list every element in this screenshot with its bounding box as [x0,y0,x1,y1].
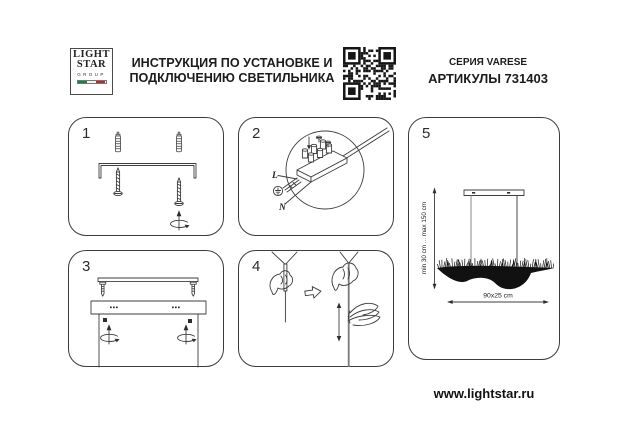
italian-flag-icon [77,80,107,84]
logo-text-light: LIGHT [73,49,110,60]
hand-icon [332,263,358,290]
page-title-line1: ИНСТРУКЦИЯ ПО УСТАНОВКЕ И [131,56,333,70]
qr-code-icon [343,46,396,101]
rotation-arrow-icon [101,324,120,344]
screw-icon [190,282,196,296]
series-label: СЕРИЯ VARESE [448,57,528,68]
ground-symbol-icon [273,186,282,195]
logo-text-star: STAR [76,59,107,70]
wires-icon [283,178,301,192]
lock-block-icon [188,319,192,323]
mounting-bracket-icon [99,164,196,179]
screw-icon [175,178,184,206]
page-title [120,56,344,85]
screw-icon [100,282,106,296]
step-1-panel [68,117,224,236]
hand-icon [270,271,293,295]
lock-block-icon [103,318,107,322]
fabric-swatch-icon [348,303,380,325]
width-dimension [447,293,549,304]
lightstar-logo [70,48,113,95]
step-number: 4 [252,258,261,275]
rotation-arrow-icon [171,210,190,230]
cable-icon [272,252,297,322]
wall-anchor-icon [177,132,182,152]
terminal-block-icon [283,136,347,192]
rotation-arrow-icon [178,324,197,344]
suspension-rod [99,314,198,367]
label-live: L [272,171,278,181]
step-3-panel [68,250,224,367]
step-2-panel [238,117,394,236]
logo-text-group: GROUP [77,72,106,77]
step-number: 5 [422,125,431,142]
height-dimension-label: min 30 cm ... max 150 cm [421,201,428,275]
cable-icon [343,128,389,159]
label-neutral: N [279,203,286,213]
page-title-line2: ПОДКЛЮЧЕНИЮ СВЕТИЛЬНИКА [129,70,335,85]
step-5-panel [408,117,560,360]
series-block [418,57,558,86]
height-dimension [421,188,436,290]
article-number: АРТИКУЛЫ 731403 [428,71,548,86]
right-arrow-icon [304,285,321,299]
mounting-bracket-icon [98,278,198,282]
step-number: 3 [82,258,91,275]
width-dimension-label: 90x25 cm [483,292,513,300]
screw-icon [114,168,123,196]
website-url: www.lightstar.ru [433,386,535,401]
pendant-lamp-icon [437,190,554,289]
step-number: 2 [252,125,261,142]
up-down-arrow-icon [337,303,342,342]
step-number: 1 [82,125,91,142]
step-4-panel [238,250,394,367]
lamp-shade [437,266,554,289]
wall-anchor-icon [116,132,121,152]
